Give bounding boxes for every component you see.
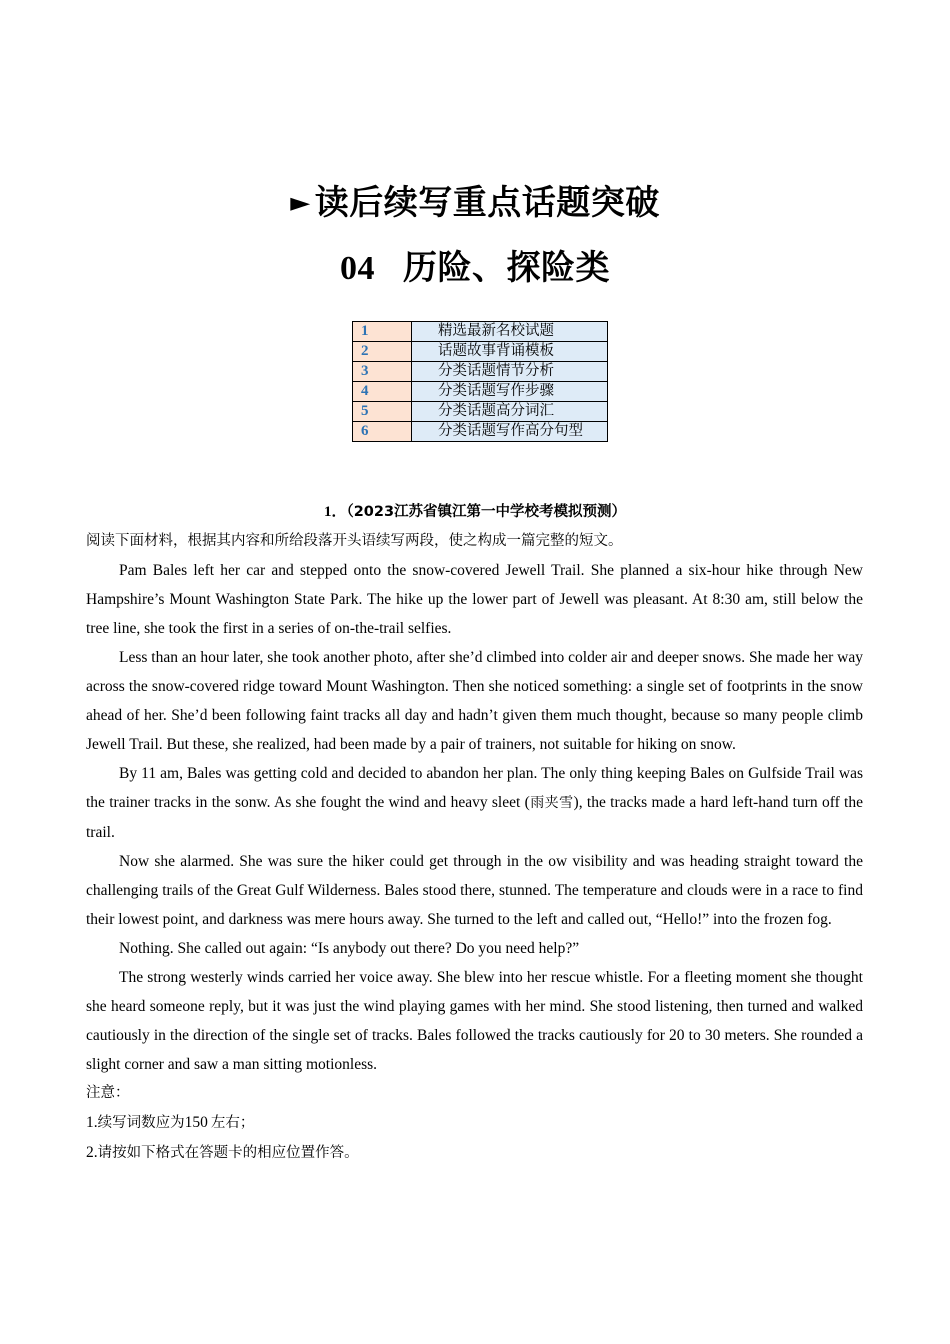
paragraph-5: Nothing. She called out again: “Is anybody out there? Do you need help?”: [119, 940, 580, 957]
contents-row-label: 分类话题写作高分句型: [412, 422, 608, 442]
instruction: 阅读下面材料，根据其内容和所给段落开头语续写两段，使之构成一篇完整的短文。: [86, 533, 623, 549]
contents-row: [353, 362, 608, 382]
contents-row-number: 1: [353, 322, 412, 342]
title-main: 读后续写重点话题突破: [314, 183, 660, 223]
paragraph-4: Now she alarmed. She was sure the hiker could get through in the ow visibility and was heading straight toward the challenging trails of the Great Gulf Wilderness. Bales stood there, stunned. The temperature and clouds were in a race to find their lowest point, and darkness was mere hours away. She turned to the left and called out, “Hello!” into the frozen fog.: [86, 853, 863, 928]
passage: [86, 527, 863, 1168]
contents-row-label: 分类话题写作步骤: [412, 382, 608, 402]
note-1-text-a: 续写词数应为: [97, 1115, 185, 1131]
question-source: （2023江苏省镇江第一中学校考模拟预测）: [346, 504, 627, 520]
contents-row-number: 3: [353, 362, 412, 382]
contents-table: [352, 321, 608, 442]
paragraph-1: Pam Bales left her car and stepped onto the snow-covered Jewell Trail. She planned a six-hour hike through New Hampshire’s Mount Washington State Park. The hike up the lower part of Jewell was pleasant. At 8:30 am, still below the tree line, she took the first in a series of on-the-trail selfies.: [86, 562, 863, 637]
note-1-value: 150: [184, 1114, 208, 1131]
contents-row-label: 话题故事背诵模板: [412, 342, 608, 362]
contents-row-label: 分类话题高分词汇: [412, 402, 608, 422]
contents-row-number: 4: [353, 382, 412, 402]
note-2-number: 2.: [86, 1144, 98, 1161]
contents-row-number: 2: [353, 342, 412, 362]
contents-row: [353, 342, 608, 362]
contents-row-label: 精选最新名校试题: [412, 322, 608, 342]
note-2-text: 请按如下格式在答题卡的相应位置作答。: [97, 1145, 359, 1161]
contents-row: [353, 382, 608, 402]
contents-row: [353, 402, 608, 422]
paragraph-3-part-a: By 11 am, Bales was getting cold and decided to abandon her plan. The only thing keeping Bales on Gulfside Trail was the trainer tracks in the sonw. As she fought the wind and heavy sleet (: [86, 765, 863, 811]
subtitle-text: 历险、探险类: [403, 248, 610, 288]
notes-heading: 注意：: [86, 1085, 130, 1101]
note-2: [86, 1138, 863, 1168]
question-number: 1．: [323, 504, 347, 520]
contents-row-number: 5: [353, 402, 412, 422]
question-heading: [0, 500, 950, 521]
subtitle-number: 04: [340, 250, 375, 287]
arrow-icon: ►: [290, 188, 311, 218]
paragraph-3: [86, 759, 863, 847]
note-1: [86, 1108, 863, 1138]
paragraph-6: The strong westerly winds carried her voice away. She blew into her rescue whistle. For a fleeting moment she thought she heard someone reply, but it was just the wind playing games with her mind. She stood listening, then turned and walked cautiously in the direction of the single set of tracks. Bales followed the tracks cautiously for 20 to 30 meters. She rounded a slight corner and saw a man sitting motionless.: [86, 969, 863, 1073]
contents-row-number: 6: [353, 422, 412, 442]
page-title: [0, 175, 950, 224]
contents-row: [353, 422, 608, 442]
paragraph-2: Less than an hour later, she took another photo, after she’d climbed into colder air and deeper snows. She made her way across the snow-covered ridge toward Mount Washington. Then she noticed something: a single set of footprints in the snow ahead of her. She’d been following faint tracks all day and hadn’t given them much thought, because so many people climb Jewell Trail. But these, she realized, had been made by a pair of trainers, not suitable for hiking on snow.: [86, 649, 863, 753]
paragraph-3-gloss: 雨夹雪: [529, 795, 574, 811]
contents-row-label: 分类话题情节分析: [412, 362, 608, 382]
note-1-number: 1.: [86, 1114, 98, 1131]
note-1-text-b: 左右；: [210, 1115, 255, 1131]
paragraph-3-part-b: ), the tracks made a hard left-hand turn off the trail.: [86, 794, 863, 841]
contents-row: [353, 322, 608, 342]
page-subtitle: [0, 240, 950, 289]
